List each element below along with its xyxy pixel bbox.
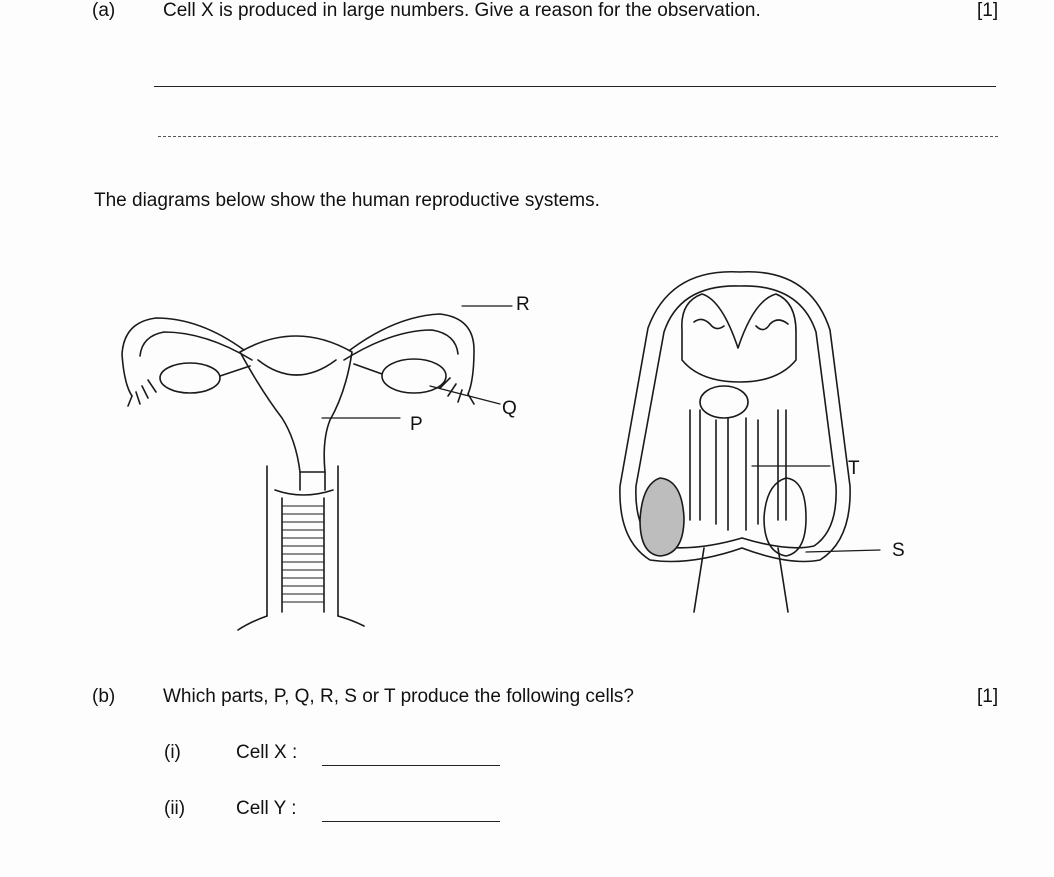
label-r: R [516,294,530,315]
label-t: T [848,458,860,479]
item-ii-num: (ii) [164,798,186,819]
item-i-num: (i) [164,742,181,763]
female-reproductive-system [122,306,512,630]
answer-line-cell-y[interactable] [322,821,500,822]
question-b-text: Which parts, P, Q, R, S or T produce the following cells? [163,686,635,707]
intro-text: The diagrams below show the human reproductive systems. [94,190,600,211]
question-b-label: (b) [92,686,116,707]
male-reproductive-system [620,272,880,612]
label-q: Q [502,398,517,419]
label-p: P [410,414,423,435]
item-i-label: Cell X : [236,742,298,763]
item-ii-label: Cell Y : [236,798,297,819]
question-a-marks: [1] [977,0,999,21]
question-a-label: (a) [92,0,116,21]
answer-line-cell-x[interactable] [322,765,500,766]
label-s: S [892,540,905,561]
question-b-marks: [1] [977,686,999,707]
question-a-text: Cell X is produced in large numbers. Give a reason for the observation. [163,0,761,21]
